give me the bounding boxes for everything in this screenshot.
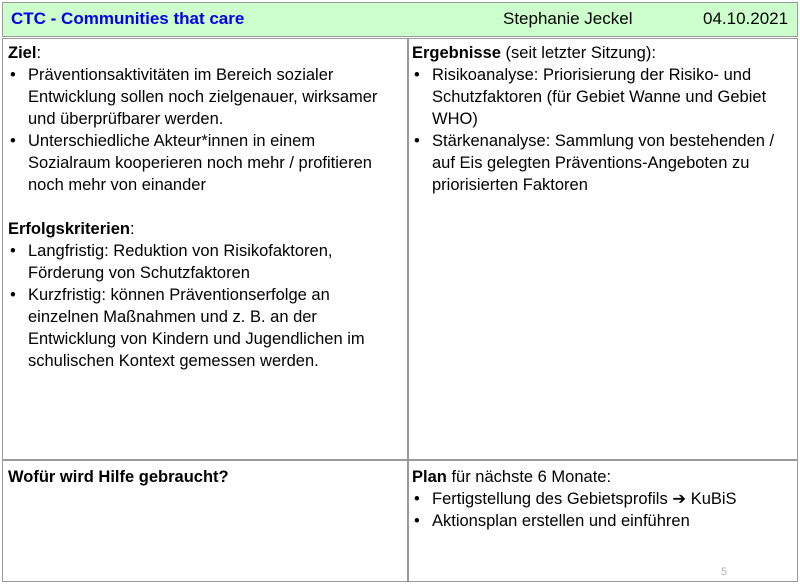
list-item: • Unterschiedliche Akteur*innen in einem Sozialraum kooperieren noch mehr / profitieren noch mehr von einander [10, 132, 372, 194]
list-item: • Langfristig: Reduktion von Risikofaktoren, Förderung von Schutzfaktoren [10, 242, 333, 282]
ziel-cell [8, 42, 400, 372]
ergebnisse-heading: Ergebnisse (seit letzter Sitzung): [412, 44, 656, 62]
hilfe-cell [8, 466, 400, 488]
list-item: • Präventionsaktivitäten im Bereich sozialer Entwicklung sollen noch zielgenauer, wirksamer und überprüfbarer werden. [10, 66, 378, 128]
page-number: 5 [721, 566, 728, 578]
list-item: • Fertigstellung des Gebietsprofils ➔ KuBiS [414, 490, 737, 508]
ergebnisse-cell [412, 42, 797, 196]
page-title: CTC - Communities that care [11, 9, 245, 28]
date-label: 04.10.2021 [703, 9, 789, 28]
ziel-list [8, 64, 400, 196]
content-grid [2, 38, 798, 582]
plan-cell [412, 466, 797, 532]
hilfe-heading: Wofür wird Hilfe gebraucht? [8, 468, 229, 486]
list-item: • Aktionsplan erstellen und einführen [414, 512, 690, 530]
list-item: • Risikoanalyse: Priorisierung der Risiko- und Schutzfaktoren (für Gebiet Wanne und Gebiet WHO) [414, 66, 767, 128]
ziel-heading: Ziel: [8, 44, 42, 62]
erfolg-list [8, 240, 400, 372]
erfolg-heading: Erfolgskriterien: [8, 220, 135, 238]
plan-list [412, 488, 797, 532]
list-item: • Kurzfristig: können Präventionserfolge an einzelnen Maßnahmen und z. B. an der Entwicklung von Kindern und Jugendlichen im schulischen Kontext gemessen werden. [10, 286, 365, 370]
header-bar [2, 2, 798, 37]
horizontal-divider [3, 459, 797, 461]
author-name: Stephanie Jeckel [503, 9, 633, 28]
ergebnisse-list [412, 64, 797, 196]
plan-heading: Plan für nächste 6 Monate: [412, 468, 612, 486]
vertical-divider [407, 39, 409, 581]
list-item: • Stärkenanalyse: Sammlung von bestehenden / auf Eis gelegten Präventions-Angeboten zu priorisierten Faktoren [414, 132, 775, 194]
